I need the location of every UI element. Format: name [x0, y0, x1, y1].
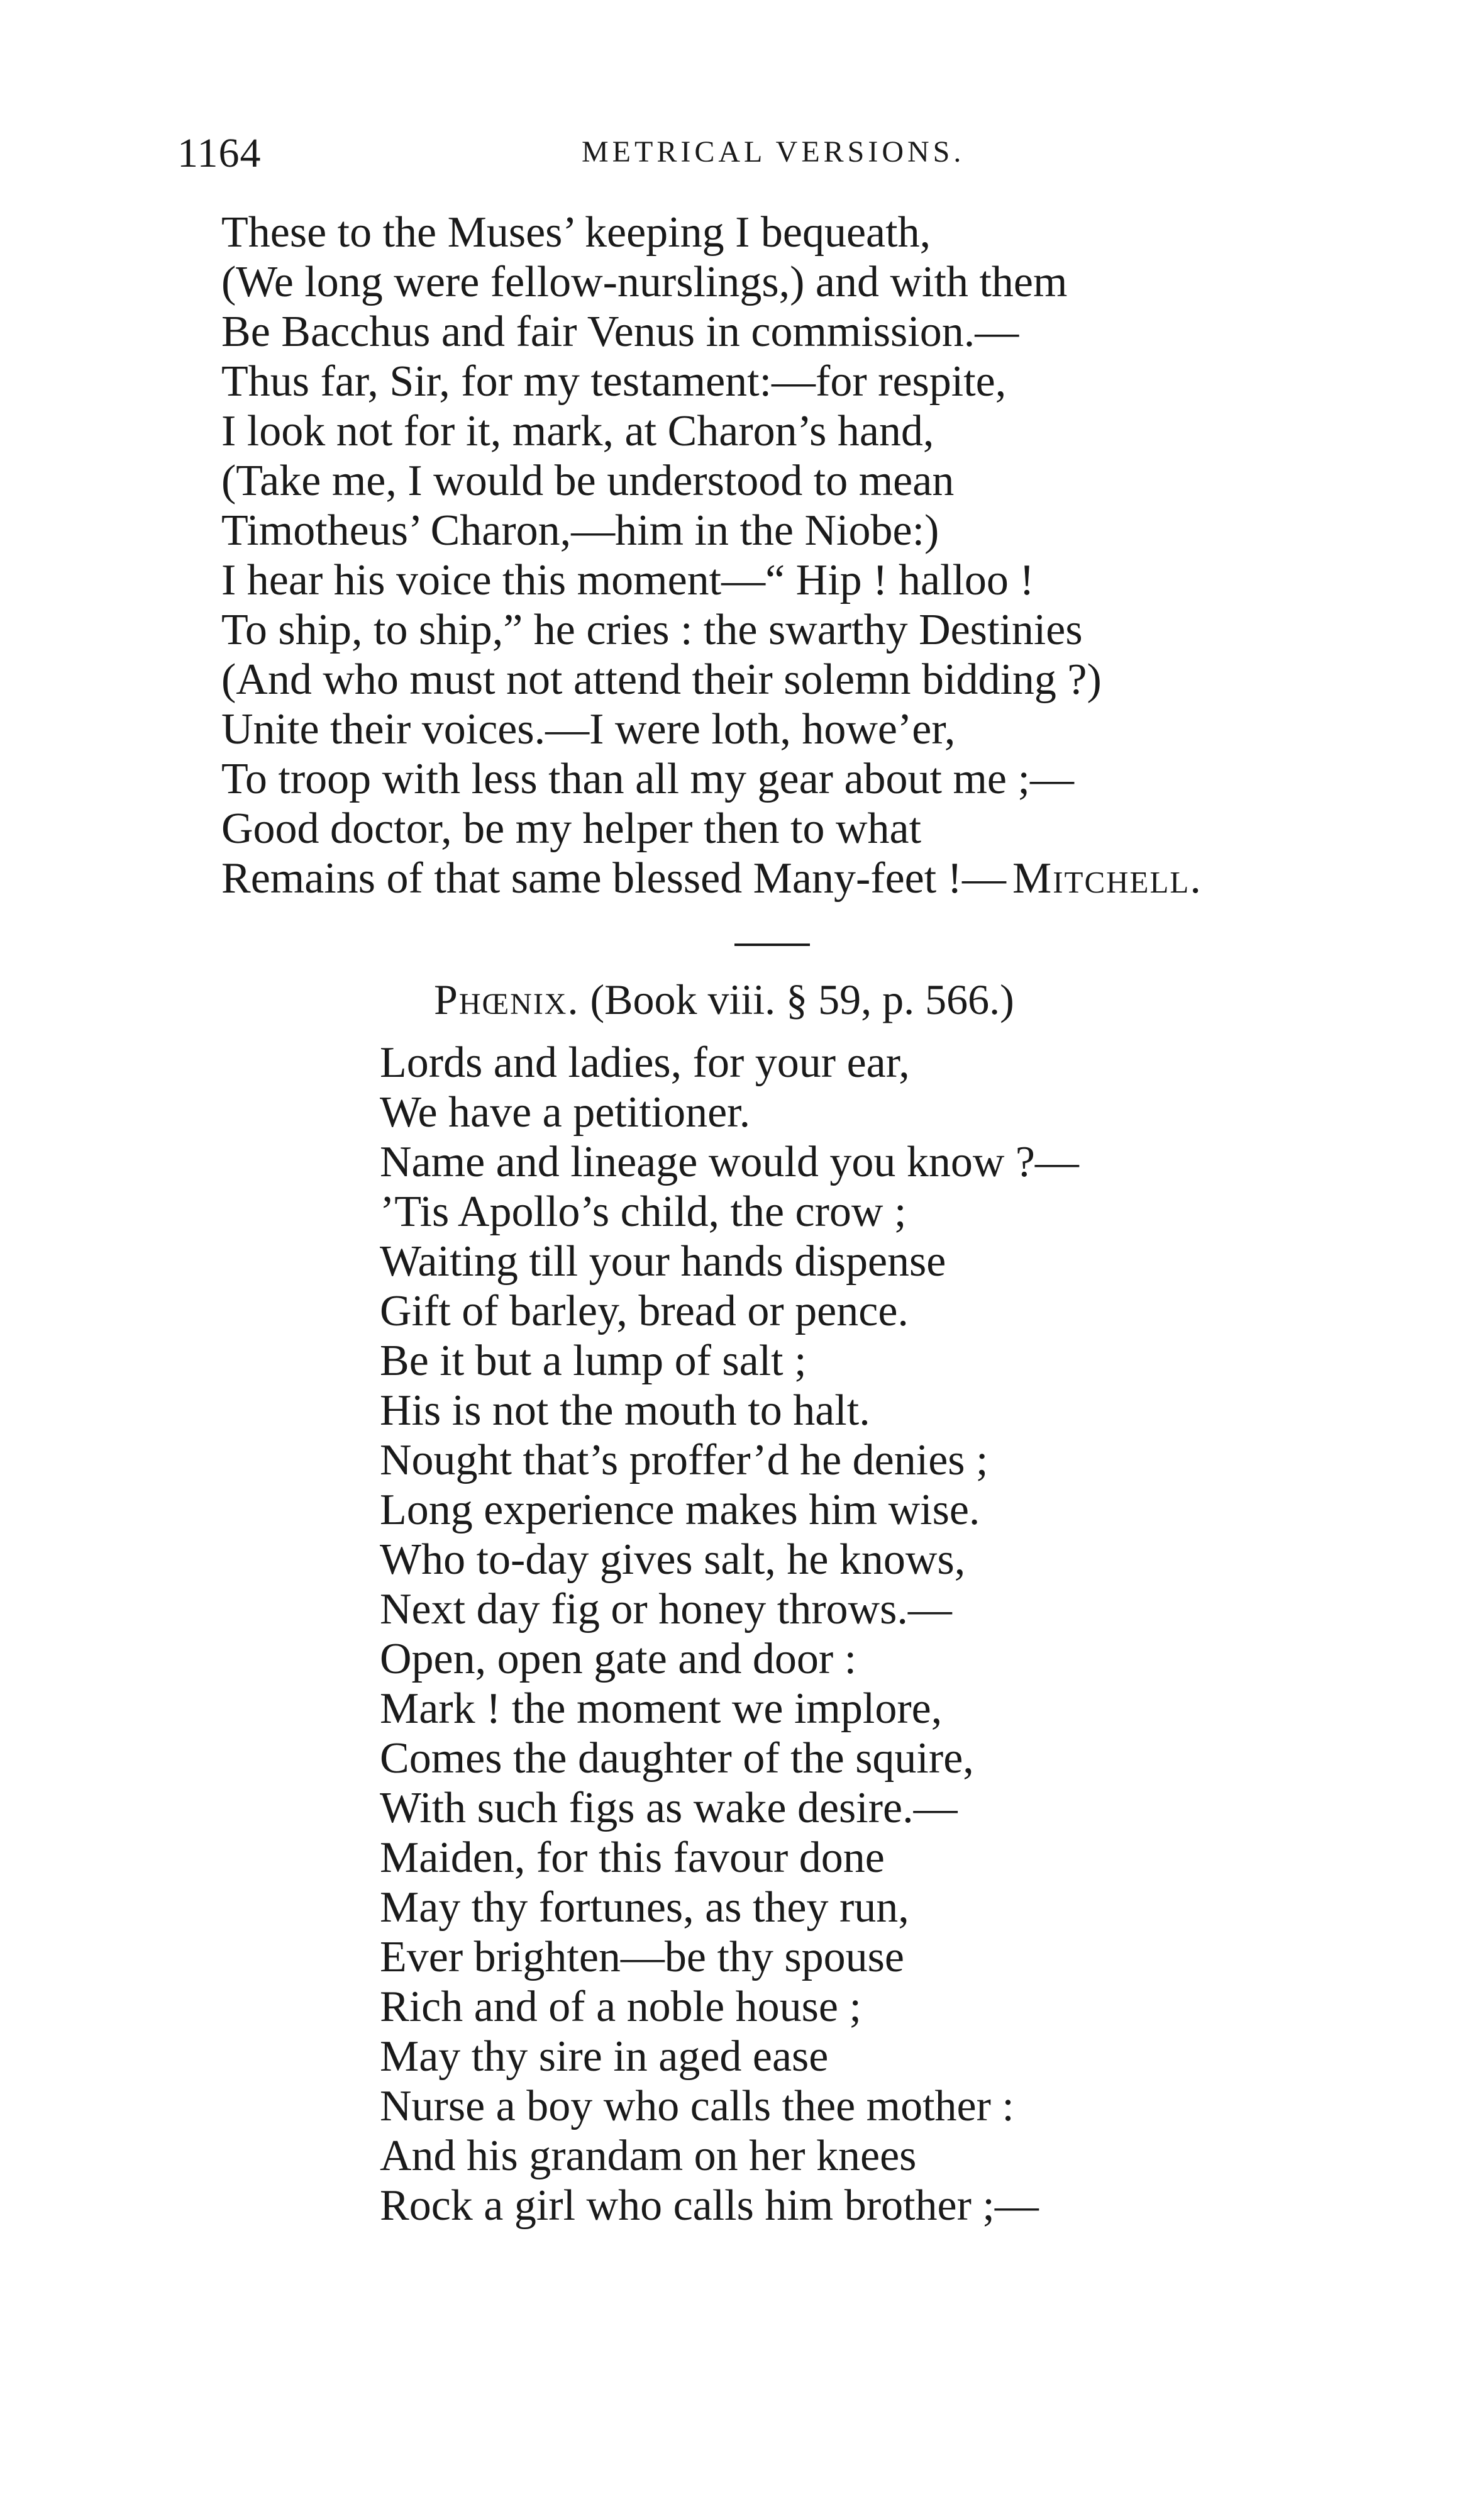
verse-line: (We long were fellow-nurslings,) and with them: [221, 258, 1068, 306]
verse-line: May thy fortunes, as they run,: [380, 1883, 909, 1932]
verse-line: We have a petitioner.: [380, 1088, 751, 1137]
verse-line: To ship, to ship,” he cries : the swarthy Destinies: [221, 606, 1083, 654]
section-heading: [434, 975, 1014, 1025]
verse-line: His is not the mouth to halt.: [380, 1386, 870, 1435]
verse-line: Rock a girl who calls him brother ;—: [380, 2181, 1039, 2230]
verse-line-final: [221, 854, 1202, 903]
verse-line: (And who must not attend their solemn bidding ?): [221, 655, 1102, 704]
verse-passage-1: [221, 208, 1202, 903]
verse-line: (Take me, I would be understood to mean: [221, 457, 955, 505]
verse-line: Open, open gate and door :: [380, 1635, 857, 1683]
verse-line: With such figs as wake desire.—: [380, 1784, 958, 1832]
section-heading-reference: (Book viii. § 59, p. 566.): [590, 976, 1014, 1023]
verse-line: These to the Muses’ keeping I bequeath,: [221, 208, 931, 257]
verse-line: Lords and ladies, for your ear,: [380, 1038, 910, 1087]
verse-line: ’Tis Apollo’s child, the crow ;: [380, 1188, 907, 1236]
verse-line: Nought that’s proffer’d he denies ;: [380, 1436, 988, 1484]
verse-line: Nurse a boy who calls thee mother :: [380, 2082, 1014, 2130]
verse-line: Who to-day gives salt, he knows,: [380, 1535, 966, 1584]
verse-line: Thus far, Sir, for my testament:—for respite,: [221, 357, 1007, 406]
verse-line: Unite their voices.—I were loth, howe’er,: [221, 705, 956, 754]
verse-line: Be Bacchus and fair Venus in commission.—: [221, 308, 1019, 356]
section-heading-name: Phœnix.: [434, 976, 580, 1023]
verse-line: Be it but a lump of salt ;: [380, 1337, 807, 1385]
verse-line: To troop with less than all my gear about me ;—: [221, 755, 1074, 803]
verse-line: I hear his voice this moment—“ Hip ! halloo !: [221, 556, 1034, 604]
verse-line: Maiden, for this favour done: [380, 1834, 885, 1882]
verse-line: Good doctor, be my helper then to what: [221, 804, 922, 853]
verse-line: May thy sire in aged ease: [380, 2032, 829, 2081]
verse-line: Gift of barley, bread or pence.: [380, 1287, 909, 1335]
running-title: METRICAL VERSIONS.: [582, 135, 965, 169]
verse-line: I look not for it, mark, at Charon’s hand,: [221, 407, 934, 455]
verse-line: And his grandam on her knees: [380, 2132, 917, 2180]
verse-line: Comes the daughter of the squire,: [380, 1734, 974, 1783]
page-number: 1164: [177, 130, 262, 176]
verse-line: Long experience makes him wise.: [380, 1486, 980, 1534]
verse-passage-2: [380, 1038, 1079, 2230]
verse-line: Waiting till your hands dispense: [380, 1237, 946, 1286]
section-divider: [734, 944, 810, 946]
verse-line: Rich and of a noble house ;: [380, 1983, 861, 2031]
translator-attribution: Mitchell.: [1012, 854, 1202, 903]
verse-line-text: Remains of that same blessed Many-feet !—: [221, 854, 1006, 903]
verse-line: Ever brighten—be thy spouse: [380, 1933, 904, 1981]
verse-line: Mark ! the moment we implore,: [380, 1684, 943, 1733]
verse-line: Next day fig or honey throws.—: [380, 1585, 952, 1634]
running-header: [170, 130, 1302, 186]
verse-line: Timotheus’ Charon,—him in the Niobe:): [221, 506, 939, 555]
verse-line: Name and lineage would you know ?—: [380, 1138, 1079, 1186]
